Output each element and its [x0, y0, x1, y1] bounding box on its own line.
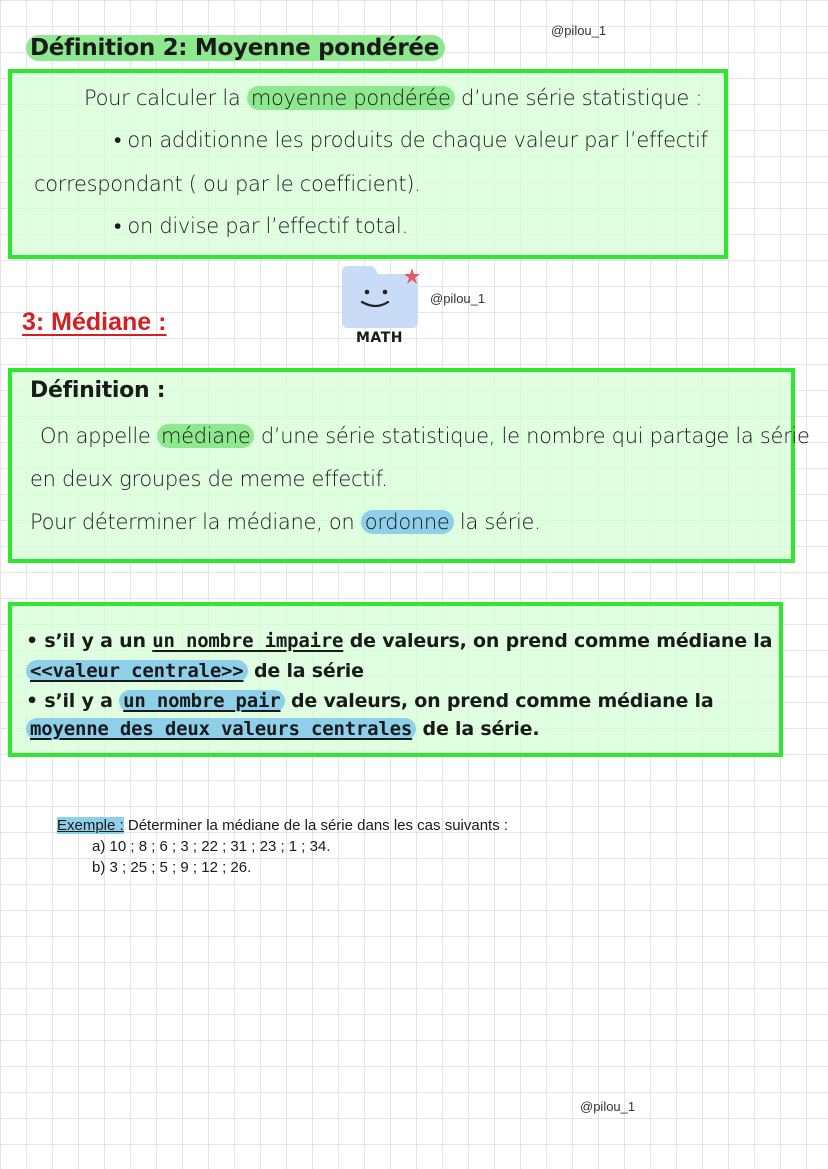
math-sticker: [340, 262, 430, 348]
def2-title-text: Définition 2: Moyenne pondérée: [26, 35, 445, 61]
exemple-label: Exemple :: [57, 817, 124, 834]
highlight-moyenne-deux-valeurs: moyenne des deux valeurs centrales: [26, 718, 416, 740]
watermark-top: @pilou_1: [551, 23, 607, 38]
def-mediane-box: [8, 368, 810, 563]
section3-title: 3: Médiane :: [22, 308, 167, 336]
exemple-line: Exemple : Déterminer la médiane de la série dans les cas suivants :: [57, 817, 509, 834]
rule-line3: • s’il y a un nombre pair de valeurs, on prend comme médiane la: [26, 690, 714, 712]
highlight-mediane: médiane: [157, 424, 255, 448]
rule-line2: <<valeur centrale>> de la série: [26, 660, 364, 682]
def2-title: [26, 35, 445, 61]
def-mediane-line1: On appelle médiane d’une série statistique, le nombre qui partage la série: [40, 424, 810, 448]
def2-line2: • on additionne les produits de chaque valeur par l’effectif: [114, 128, 708, 152]
watermark-bottom: @pilou_1: [580, 1099, 636, 1114]
def2-line3: correspondant ( ou par le coefficient).: [34, 172, 421, 196]
rule-line1: • s’il y a un un nombre impaire de valeurs, on prend comme médiane la: [26, 630, 773, 652]
rules-box: [8, 602, 783, 757]
highlight-ordonne: ordonne: [361, 510, 454, 534]
watermark-sticker: @pilou_1: [430, 291, 486, 306]
rule-line4: moyenne des deux valeurs centrales de la série.: [26, 718, 539, 740]
def-mediane-line3: Pour déterminer la médiane, on ordonne la série.: [30, 510, 541, 534]
def-mediane-title: Définition :: [30, 378, 166, 403]
highlight-nombre-impaire: un nombre impaire: [152, 630, 344, 652]
def2-box: [8, 69, 728, 259]
def2-line1: Pour calculer la moyenne pondérée d’une série statistique :: [84, 86, 703, 110]
highlight-nombre-pair: un nombre pair: [119, 690, 284, 712]
def2-line4: • on divise par l’effectif total.: [114, 214, 408, 238]
def-mediane-line2: en deux groupes de meme effectif.: [30, 467, 388, 491]
exemple-a: a) 10 ; 8 ; 6 ; 3 ; 22 ; 31 ; 23 ; 1 ; 34.: [92, 838, 331, 855]
folder-face-icon: [340, 262, 430, 332]
highlight-moyenne-ponderee: moyenne pondérée: [247, 86, 455, 110]
highlight-valeur-centrale: <<valeur centrale>>: [26, 660, 248, 682]
exemple-b: b) 3 ; 25 ; 5 ; 9 ; 12 ; 26.: [92, 859, 252, 876]
sticker-label: MATH: [356, 330, 403, 346]
